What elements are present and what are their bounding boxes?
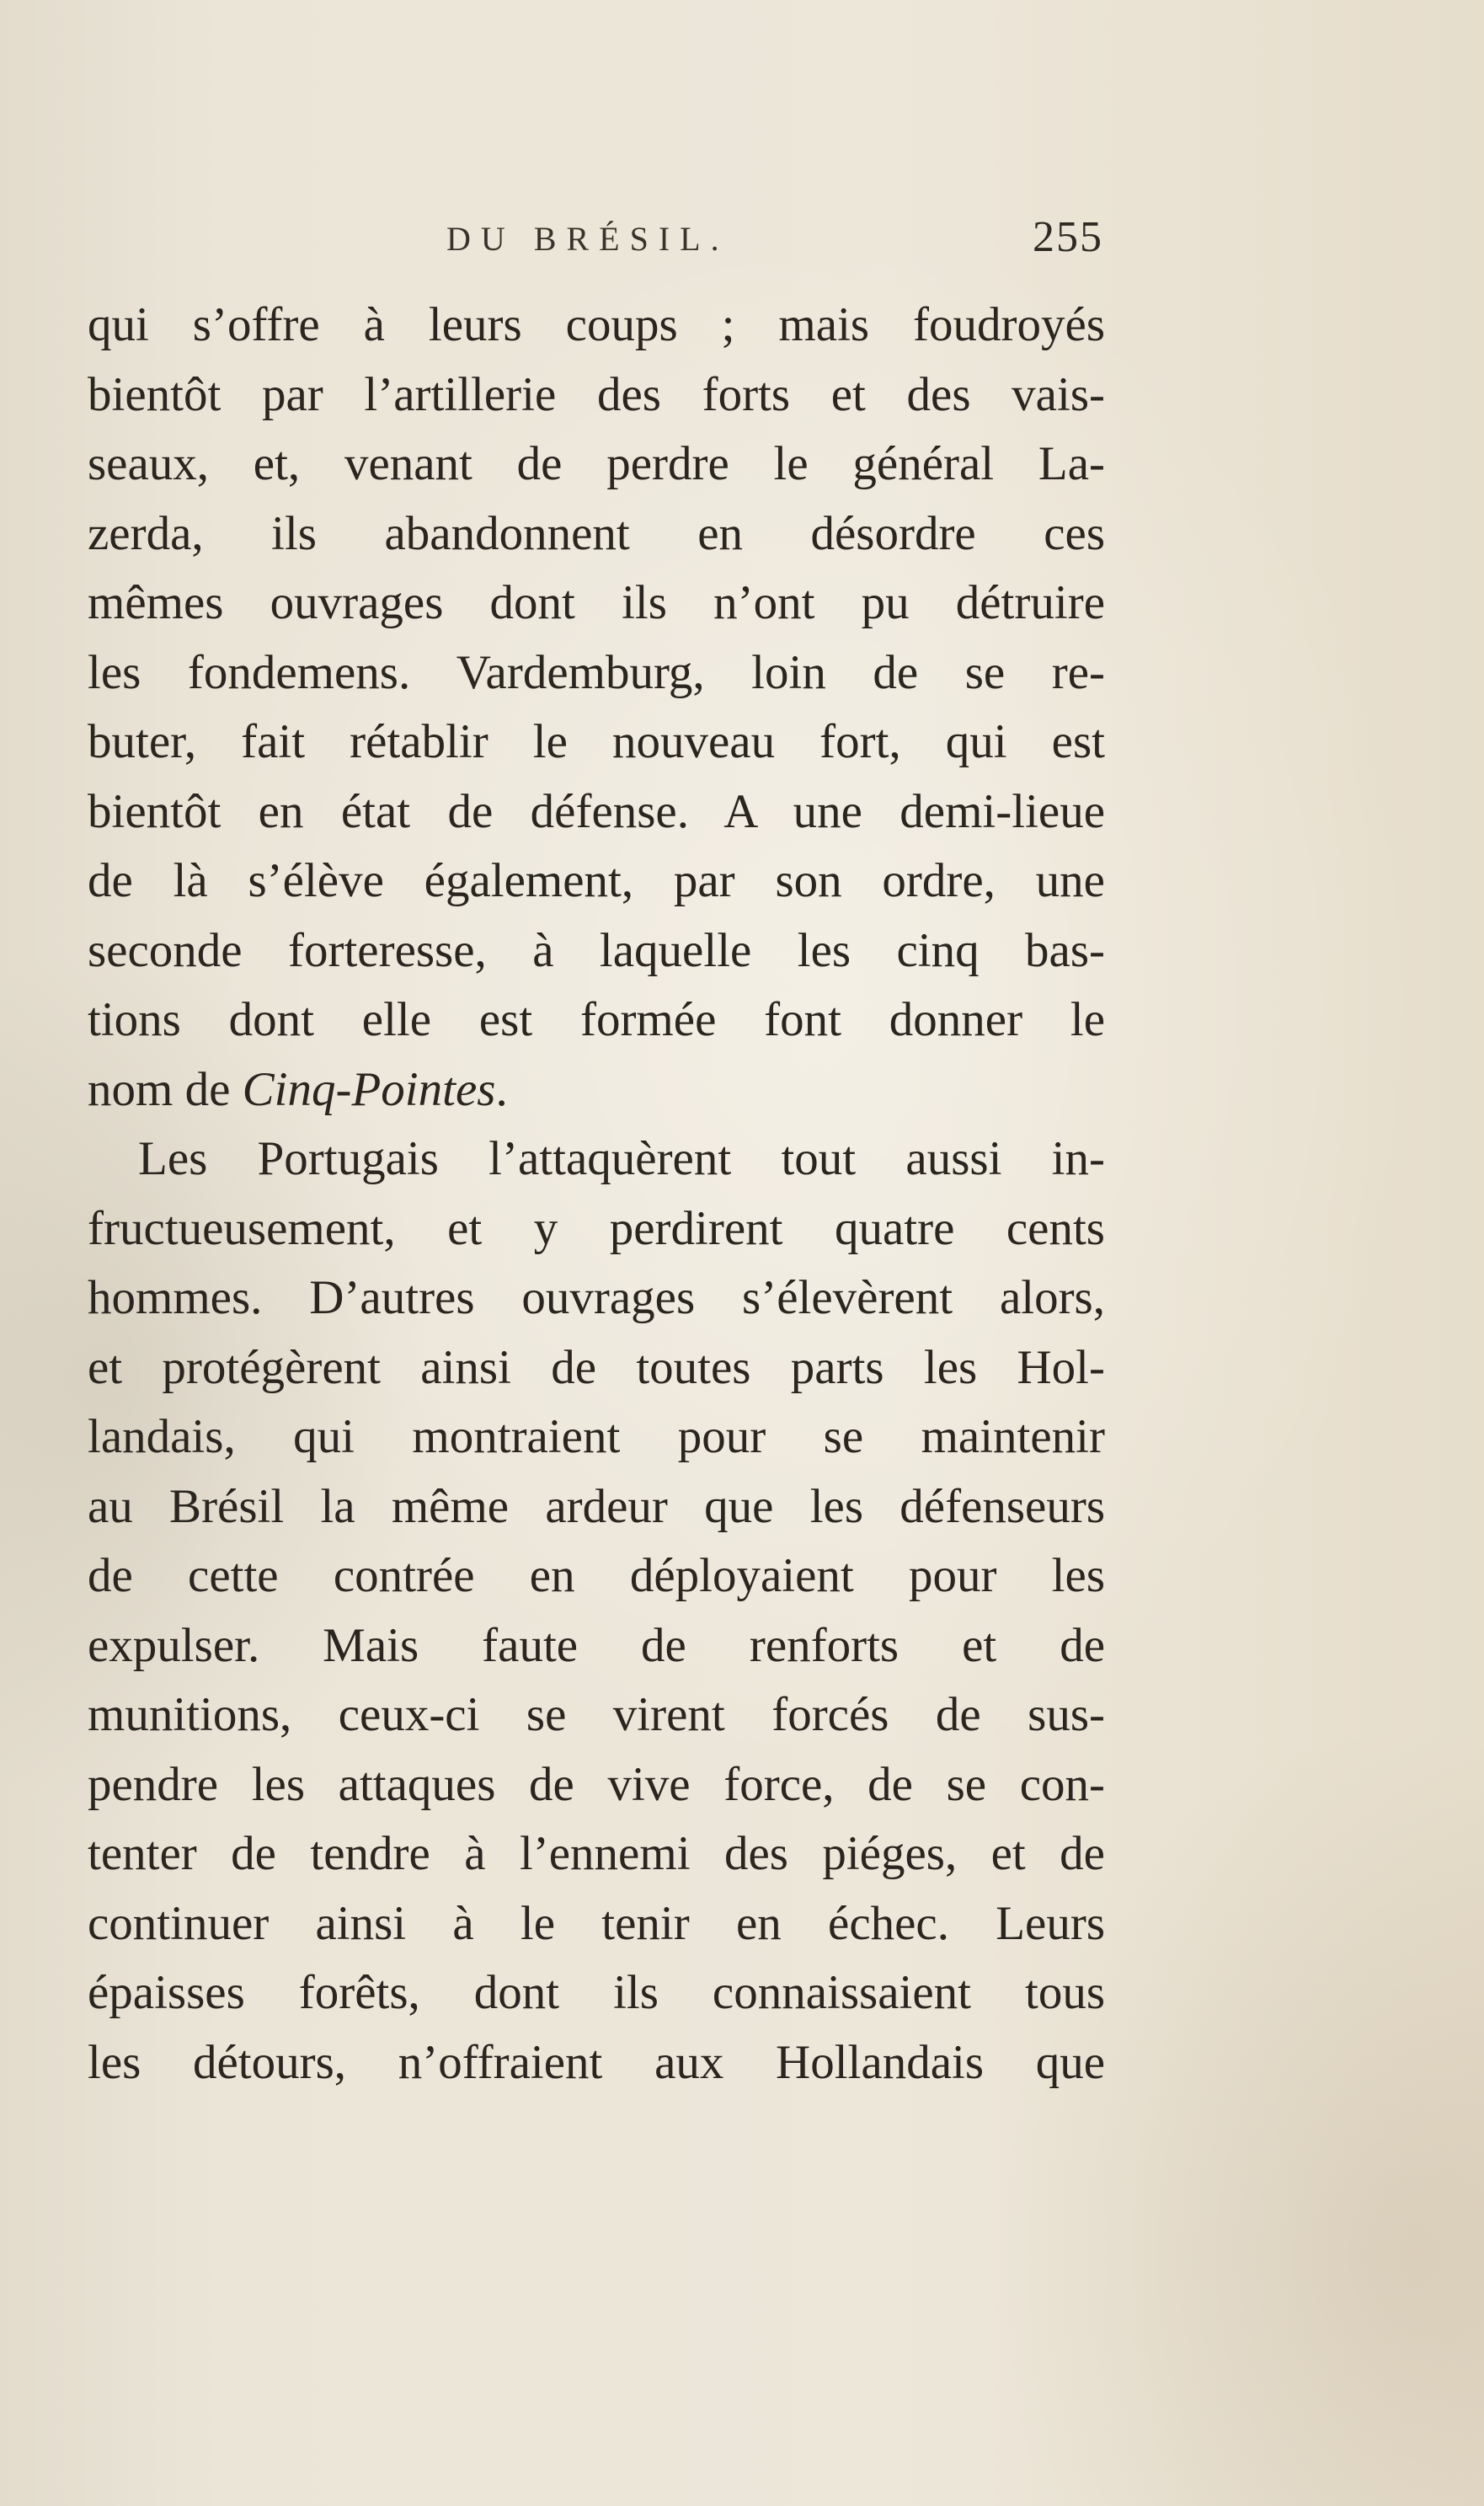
text-line: fructueusement, et y perdirent quatre cents — [88, 1201, 1105, 1255]
text-line-indented: Les Portugais l’attaquèrent tout aussi in- — [138, 1132, 1105, 1185]
text-line: de cette contrée en déployaient pour les — [88, 1549, 1105, 1602]
text-line: tenter de tendre à l’ennemi des piéges, et de — [88, 1827, 1105, 1880]
text-line: bientôt par l’artillerie des forts et des vais- — [88, 367, 1105, 421]
text-line: zerda, ils abandonnent en désordre ces — [88, 506, 1105, 560]
text-line: munitions, ceux-ci se virent forcés de sus- — [88, 1688, 1105, 1741]
text-line: bientôt en état de défense. A une demi-lieue — [88, 784, 1105, 838]
text-line: qui s’offre à leurs coups ; mais foudroyés — [88, 298, 1105, 351]
line-prefix: nom de — [88, 1062, 243, 1116]
running-head — [446, 212, 1103, 263]
text-line: mêmes ouvrages dont ils n’ont pu détruire — [88, 576, 1105, 629]
body-text — [88, 291, 1105, 2097]
text-line: les fondemens. Vardemburg, loin de se re- — [88, 645, 1105, 699]
text-line: hommes. D’autres ouvrages s’élevèrent alors, — [88, 1271, 1105, 1324]
line-suffix: . — [495, 1062, 508, 1116]
text-line: et protégèrent ainsi de toutes parts les Hol- — [88, 1340, 1105, 1394]
text-line: seconde forteresse, à laquelle les cinq bas- — [88, 923, 1105, 977]
place-name-italic: Cinq-Pointes — [242, 1062, 496, 1116]
text-line: tions dont elle est formée font donner le — [88, 993, 1105, 1046]
text-line: les détours, n’offraient aux Hollandais que — [88, 2035, 1105, 2089]
text-line: pendre les attaques de vive force, de se con- — [88, 1757, 1105, 1811]
text-line: seaux, et, venant de perdre le général La- — [88, 437, 1105, 490]
running-title: DU BRÉSIL. — [446, 220, 729, 258]
text-line: landais, qui montraient pour se maintenir — [88, 1410, 1105, 1463]
text-line: épaisses forêts, dont ils connaissaient tous — [88, 1966, 1105, 2019]
text-line: de là s’élève également, par son ordre, une — [88, 854, 1105, 907]
text-line: continuer ainsi à le tenir en échec. Leurs — [88, 1896, 1105, 1950]
text-line: buter, fait rétablir le nouveau fort, qui est — [88, 715, 1105, 768]
text-line-final — [88, 1055, 1105, 1125]
page-number: 255 — [1033, 213, 1103, 261]
text-line: expulser. Mais faute de renforts et de — [88, 1618, 1105, 1672]
text-line: au Brésil la même ardeur que les défenseurs — [88, 1479, 1105, 1533]
